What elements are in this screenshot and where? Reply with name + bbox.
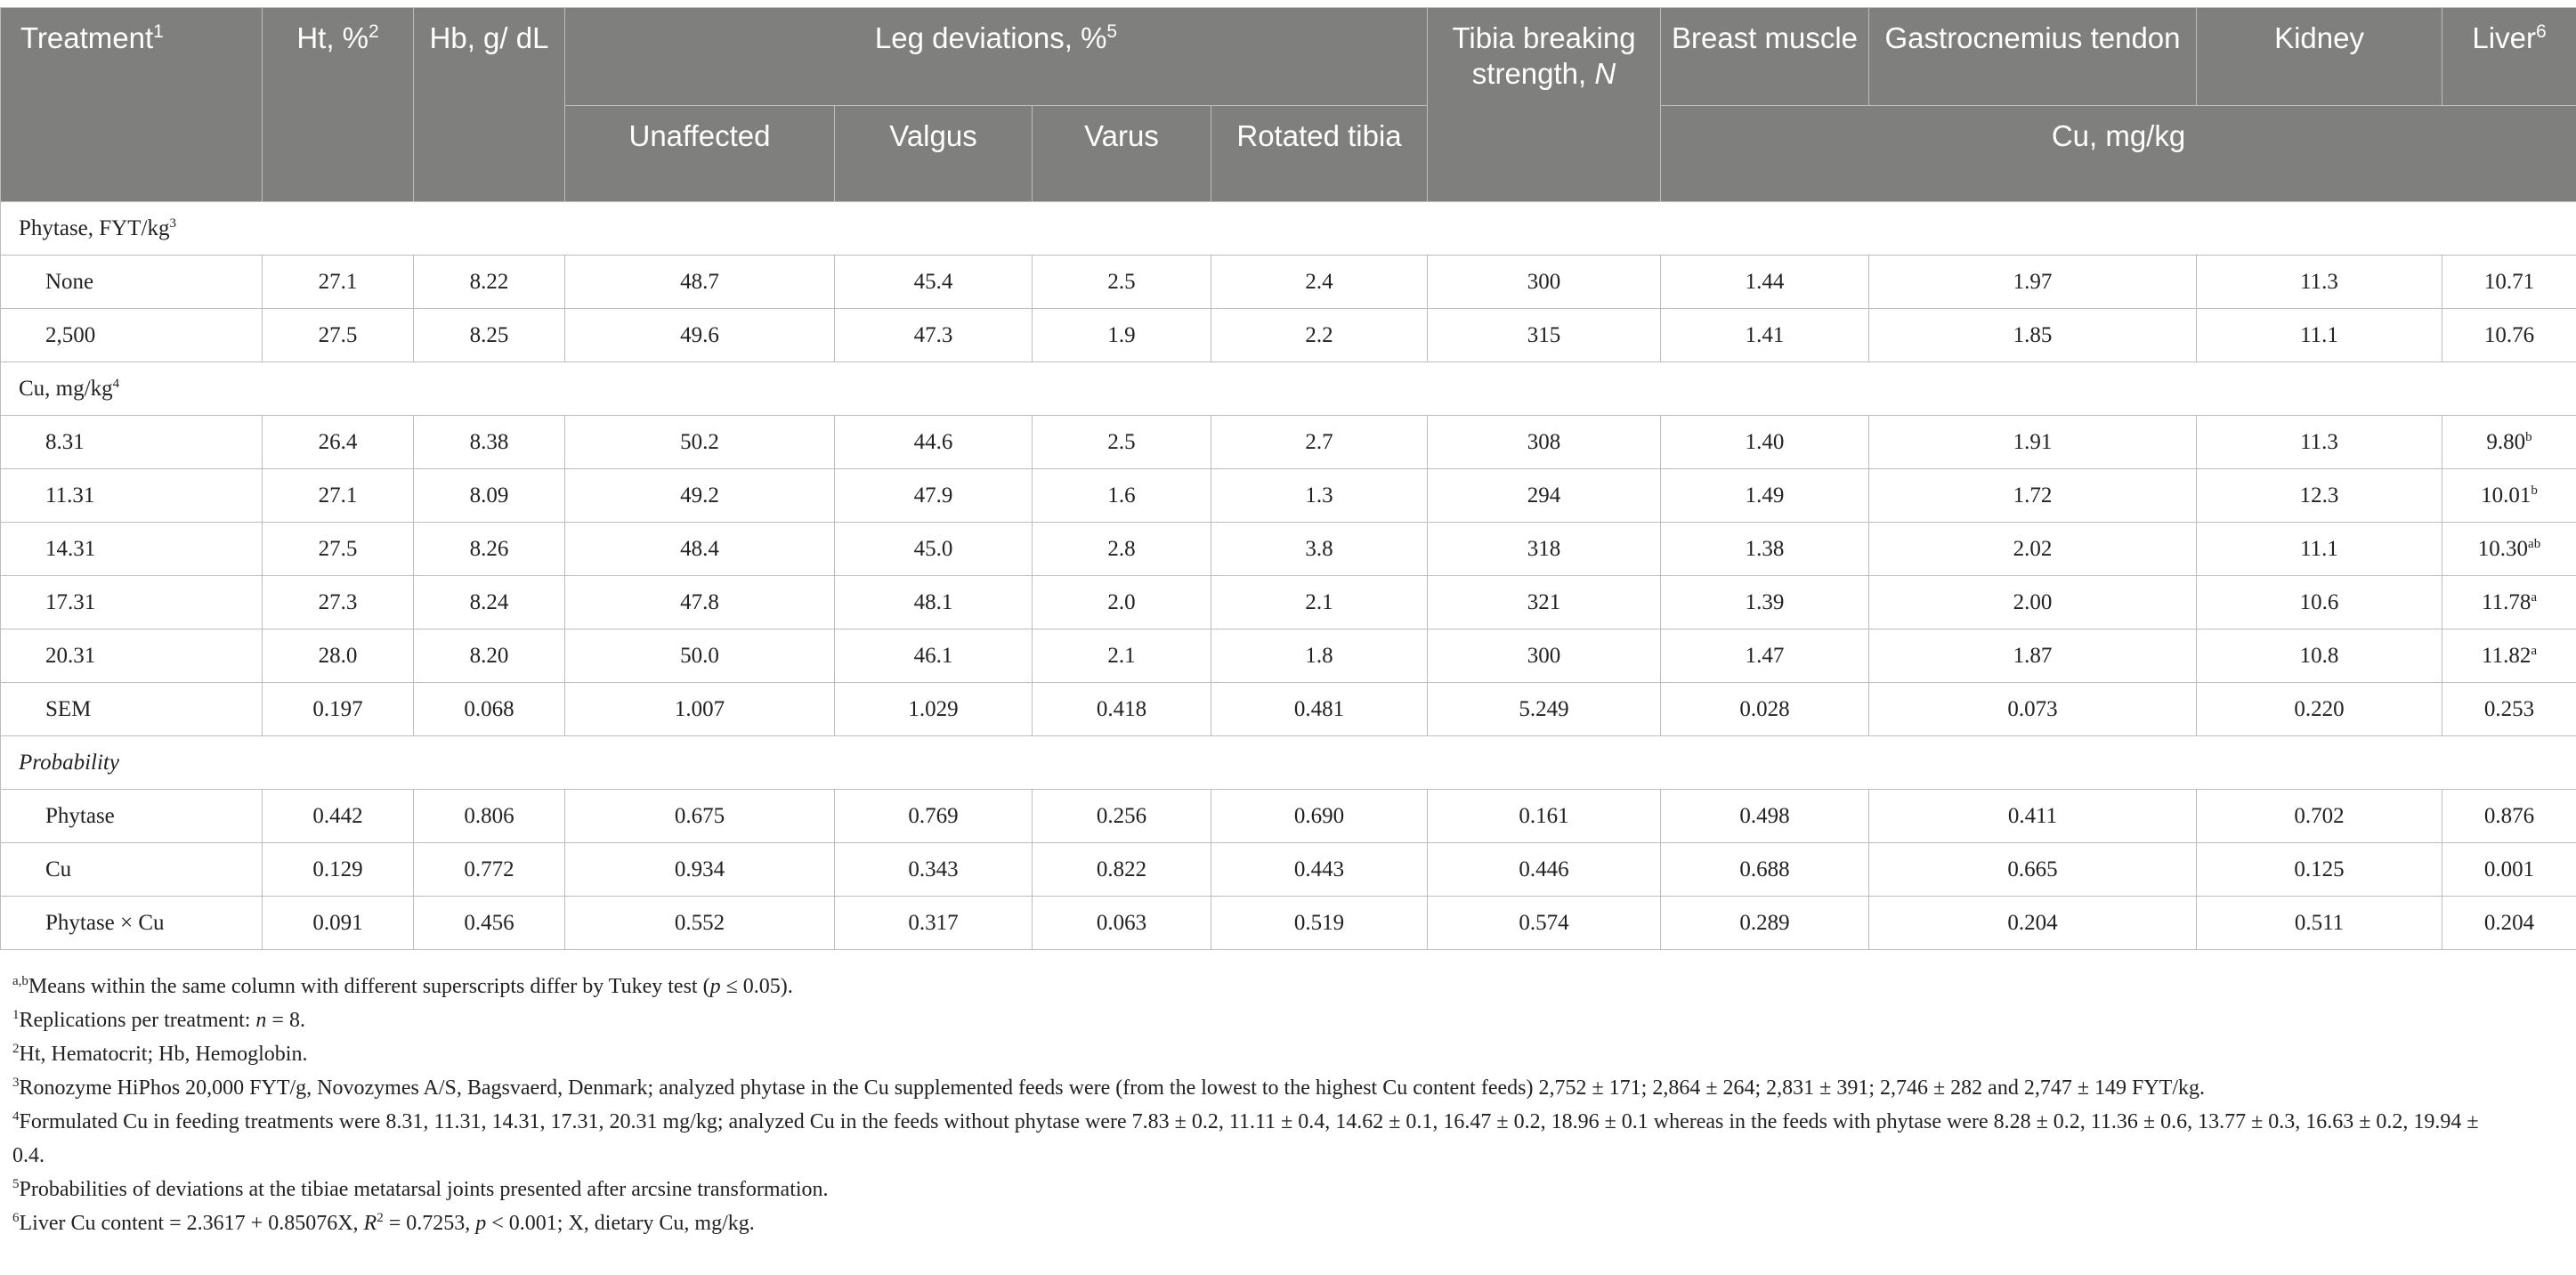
table-cell: 300 bbox=[1428, 629, 1661, 683]
table-cell: 1.3 bbox=[1211, 469, 1428, 523]
table-cell: 0.001 bbox=[2442, 843, 2576, 897]
table-cell: 321 bbox=[1428, 576, 1661, 629]
table-cell: 0.068 bbox=[414, 683, 565, 736]
header-hb: Hb, g/ dL bbox=[414, 8, 565, 202]
table-body bbox=[1, 202, 2576, 950]
table-cell: 0.028 bbox=[1661, 683, 1869, 736]
table-cell: 1.41 bbox=[1661, 309, 1869, 362]
table-cell: 27.1 bbox=[263, 469, 414, 523]
table-cell: 50.0 bbox=[565, 629, 835, 683]
table-cell: 0.343 bbox=[835, 843, 1033, 897]
footnote-4: $^4$Formulated Cu in feeding treatments were 8.31, 11.31, 14.31, 17.31, 20.31 mg/kg; analyzed Cu in the feeds without phytase were 7.83 ± 0.2, 11.11 ± 0.4, 14.62 ± 0.1, 16.47 ± 0.2, 18.96 ± 0.1 whereas in the feeds with phytase were 8.28 ± 0.2, 11.36 ± 0.6, 13.77 ± 0.3, 16.63 ± 0.2, 19.94 ± 0.4. bbox=[12, 1109, 2479, 1167]
table-cell: 1.72 bbox=[1869, 469, 2197, 523]
table-cell: 47.8 bbox=[565, 576, 835, 629]
table-row bbox=[1, 523, 2576, 576]
table-row bbox=[1, 683, 2576, 736]
table-cell: 0.443 bbox=[1211, 843, 1428, 897]
table-cell: 28.0 bbox=[263, 629, 414, 683]
footnote-6: $^6$Liver Cu content = 2.3617 + 0.85076X, $R^2 = 0.7253$, p < 0.001; X, dietary Cu, mg/kg. bbox=[12, 1211, 755, 1235]
table-cell: 0.442 bbox=[263, 790, 414, 843]
row-label: None bbox=[1, 256, 263, 309]
table-cell: 0.129 bbox=[263, 843, 414, 897]
table-cell: 10.71 bbox=[2442, 256, 2576, 309]
table-header bbox=[1, 8, 2576, 202]
table-cell: 2.02 bbox=[1869, 523, 2197, 576]
row-label: Phytase × Cu bbox=[1, 897, 263, 950]
table-cell: 1.44 bbox=[1661, 256, 1869, 309]
table-cell: 0.289 bbox=[1661, 897, 1869, 950]
table-cell: 49.2 bbox=[565, 469, 835, 523]
table-cell: 11.78$^a$ bbox=[2442, 576, 2576, 629]
header-varus: Varus bbox=[1033, 106, 1211, 202]
table-cell: 8.22 bbox=[414, 256, 565, 309]
row-label: Cu bbox=[1, 843, 263, 897]
table-cell: 45.4 bbox=[835, 256, 1033, 309]
table-cell: 47.3 bbox=[835, 309, 1033, 362]
header-leg-deviations: Leg deviations, %$^5$ bbox=[565, 8, 1428, 106]
table-cell: 0.456 bbox=[414, 897, 565, 950]
table-row bbox=[1, 897, 2576, 950]
table-cell: 1.49 bbox=[1661, 469, 1869, 523]
table-cell: 0.446 bbox=[1428, 843, 1661, 897]
table-cell: 0.256 bbox=[1033, 790, 1211, 843]
row-label: SEM bbox=[1, 683, 263, 736]
table-cell: 0.073 bbox=[1869, 683, 2197, 736]
table-cell: 0.317 bbox=[835, 897, 1033, 950]
table-cell: 0.688 bbox=[1661, 843, 1869, 897]
table-cell: 8.24 bbox=[414, 576, 565, 629]
section-label: Cu, $mg/kg^4$ bbox=[1, 362, 2576, 416]
table-cell: 1.6 bbox=[1033, 469, 1211, 523]
table-cell: 2.00 bbox=[1869, 576, 2197, 629]
header-unaffected: Unaffected bbox=[565, 106, 835, 202]
table-cell: 2.5 bbox=[1033, 416, 1211, 469]
row-label: 20.31 bbox=[1, 629, 263, 683]
header-kidney: Kidney bbox=[2197, 8, 2442, 106]
table-cell: 0.519 bbox=[1211, 897, 1428, 950]
section-row-phytase bbox=[1, 202, 2576, 256]
table-cell: 315 bbox=[1428, 309, 1661, 362]
table-cell: 12.3 bbox=[2197, 469, 2442, 523]
table-cell: 0.690 bbox=[1211, 790, 1428, 843]
table-cell: 1.97 bbox=[1869, 256, 2197, 309]
table-cell: 1.91 bbox=[1869, 416, 2197, 469]
section-label: Probability bbox=[1, 736, 2576, 790]
table-cell: 0.511 bbox=[2197, 897, 2442, 950]
table-cell: 0.091 bbox=[263, 897, 414, 950]
table-cell: 0.772 bbox=[414, 843, 565, 897]
header-breast-muscle: Breast muscle bbox=[1661, 8, 1869, 106]
table-cell: 27.1 bbox=[263, 256, 414, 309]
section-row-cu bbox=[1, 362, 2576, 416]
footnote-1: $^1$Replications per treatment: n = 8. bbox=[12, 1008, 305, 1032]
header-ht: Ht, %$^2$ bbox=[263, 8, 414, 202]
table-cell: 0.204 bbox=[1869, 897, 2197, 950]
table-cell: 11.1 bbox=[2197, 309, 2442, 362]
table-cell: 1.47 bbox=[1661, 629, 1869, 683]
table-cell: 2.4 bbox=[1211, 256, 1428, 309]
table-cell: 1.87 bbox=[1869, 629, 2197, 683]
header-rotated-tibia: Rotated tibia bbox=[1211, 106, 1428, 202]
header-valgus: Valgus bbox=[835, 106, 1033, 202]
table-cell: 8.20 bbox=[414, 629, 565, 683]
table-cell: 46.1 bbox=[835, 629, 1033, 683]
table-row bbox=[1, 629, 2576, 683]
table-cell: 0.876 bbox=[2442, 790, 2576, 843]
table-cell: 26.4 bbox=[263, 416, 414, 469]
table-cell: 8.26 bbox=[414, 523, 565, 576]
table-cell: 0.481 bbox=[1211, 683, 1428, 736]
table-cell: 0.197 bbox=[263, 683, 414, 736]
table-cell: 0.934 bbox=[565, 843, 835, 897]
table-row bbox=[1, 469, 2576, 523]
table-cell: 9.80$^b$ bbox=[2442, 416, 2576, 469]
table-cell: 1.39 bbox=[1661, 576, 1869, 629]
table-cell: 0.769 bbox=[835, 790, 1033, 843]
table-cell: 11.1 bbox=[2197, 523, 2442, 576]
table-cell: 48.7 bbox=[565, 256, 835, 309]
table-cell: 10.8 bbox=[2197, 629, 2442, 683]
table-cell: 10.6 bbox=[2197, 576, 2442, 629]
footnote-3: $^3$Ronozyme HiPhos 20,000 FYT/g, Novozymes A/S, Bagsvaerd, Denmark; analyzed phytase in the Cu supplemented feeds were (from the lowest to the highest Cu content feeds) 2,752 ± 171; 2,864 ± 264; 2,831 ± 391; 2,746 ± 282 and 2,747 ± 149 FYT/kg. bbox=[12, 1076, 2205, 1100]
table-cell: 11.3 bbox=[2197, 416, 2442, 469]
table-row bbox=[1, 576, 2576, 629]
table-cell: 50.2 bbox=[565, 416, 835, 469]
section-row-probability bbox=[1, 736, 2576, 790]
table-cell: 2.7 bbox=[1211, 416, 1428, 469]
table-cell: 47.9 bbox=[835, 469, 1033, 523]
table-cell: 318 bbox=[1428, 523, 1661, 576]
table-cell: 2.8 bbox=[1033, 523, 1211, 576]
table-cell: 0.498 bbox=[1661, 790, 1869, 843]
table-cell: 27.5 bbox=[263, 523, 414, 576]
table-cell: 0.204 bbox=[2442, 897, 2576, 950]
table-cell: 294 bbox=[1428, 469, 1661, 523]
table-cell: 2.2 bbox=[1211, 309, 1428, 362]
table-cell: 0.253 bbox=[2442, 683, 2576, 736]
table-cell: 5.249 bbox=[1428, 683, 1661, 736]
table-cell: 44.6 bbox=[835, 416, 1033, 469]
table-container bbox=[0, 7, 2576, 1240]
table-cell: 1.007 bbox=[565, 683, 835, 736]
table-cell: 2.0 bbox=[1033, 576, 1211, 629]
table-cell: 8.09 bbox=[414, 469, 565, 523]
footnote-ab: $^{a,b}$Means within the same column with different superscripts differ by Tukey test (p ≤ 0.05). bbox=[12, 974, 793, 998]
table-cell: 2.1 bbox=[1211, 576, 1428, 629]
table-cell: 0.574 bbox=[1428, 897, 1661, 950]
table-row bbox=[1, 309, 2576, 362]
table-cell: 0.220 bbox=[2197, 683, 2442, 736]
table-cell: 1.85 bbox=[1869, 309, 2197, 362]
table-cell: 11.82$^a$ bbox=[2442, 629, 2576, 683]
table-cell: 48.4 bbox=[565, 523, 835, 576]
table-cell: 8.25 bbox=[414, 309, 565, 362]
footnote-2: $^2$Ht, Hematocrit; Hb, Hemoglobin. bbox=[12, 1042, 308, 1066]
table-cell: 300 bbox=[1428, 256, 1661, 309]
table-row bbox=[1, 843, 2576, 897]
table-cell: 1.8 bbox=[1211, 629, 1428, 683]
header-gastrocnemius: Gastrocnemius tendon bbox=[1869, 8, 2197, 106]
row-label: 17.31 bbox=[1, 576, 263, 629]
table-cell: 308 bbox=[1428, 416, 1661, 469]
table-cell: 0.418 bbox=[1033, 683, 1211, 736]
table-cell: 0.702 bbox=[2197, 790, 2442, 843]
header-tibia-strength: Tibia breaking strength, N bbox=[1428, 8, 1661, 202]
table-cell: 49.6 bbox=[565, 309, 835, 362]
table-cell: 0.675 bbox=[565, 790, 835, 843]
footnote-5: $^5$Probabilities of deviations at the tibiae metatarsal joints presented after arcsine transformation. bbox=[12, 1177, 829, 1201]
table-cell: 2.1 bbox=[1033, 629, 1211, 683]
table-row bbox=[1, 256, 2576, 309]
table-cell: 0.063 bbox=[1033, 897, 1211, 950]
table-cell: 48.1 bbox=[835, 576, 1033, 629]
table-cell: 0.411 bbox=[1869, 790, 2197, 843]
table-row bbox=[1, 416, 2576, 469]
results-table bbox=[0, 7, 2576, 950]
table-cell: 10.30$^{ab}$ bbox=[2442, 523, 2576, 576]
table-cell: 0.552 bbox=[565, 897, 835, 950]
header-treatment: Treatment$^1$ bbox=[1, 8, 263, 202]
table-cell: 0.125 bbox=[2197, 843, 2442, 897]
table-cell: 1.40 bbox=[1661, 416, 1869, 469]
footnotes bbox=[0, 970, 2505, 1240]
row-label: 8.31 bbox=[1, 416, 263, 469]
table-cell: 0.665 bbox=[1869, 843, 2197, 897]
row-label: 2,500 bbox=[1, 309, 263, 362]
table-cell: 1.9 bbox=[1033, 309, 1211, 362]
table-cell: 1.38 bbox=[1661, 523, 1869, 576]
table-cell: 27.5 bbox=[263, 309, 414, 362]
table-cell: 10.01$^b$ bbox=[2442, 469, 2576, 523]
row-label: 14.31 bbox=[1, 523, 263, 576]
table-cell: 1.029 bbox=[835, 683, 1033, 736]
table-cell: 0.806 bbox=[414, 790, 565, 843]
table-cell: 11.3 bbox=[2197, 256, 2442, 309]
header-cu-unit: Cu, mg/kg bbox=[1661, 106, 2576, 202]
table-cell: 8.38 bbox=[414, 416, 565, 469]
table-cell: 0.161 bbox=[1428, 790, 1661, 843]
table-cell: 2.5 bbox=[1033, 256, 1211, 309]
row-label: Phytase bbox=[1, 790, 263, 843]
table-cell: 45.0 bbox=[835, 523, 1033, 576]
table-cell: 10.76 bbox=[2442, 309, 2576, 362]
header-liver: Liver$^6$ bbox=[2442, 8, 2576, 106]
table-cell: 27.3 bbox=[263, 576, 414, 629]
table-cell: 0.822 bbox=[1033, 843, 1211, 897]
section-label: Phytase, FYT/$kg^3$ bbox=[1, 202, 2576, 256]
table-row bbox=[1, 790, 2576, 843]
table-cell: 3.8 bbox=[1211, 523, 1428, 576]
row-label: 11.31 bbox=[1, 469, 263, 523]
